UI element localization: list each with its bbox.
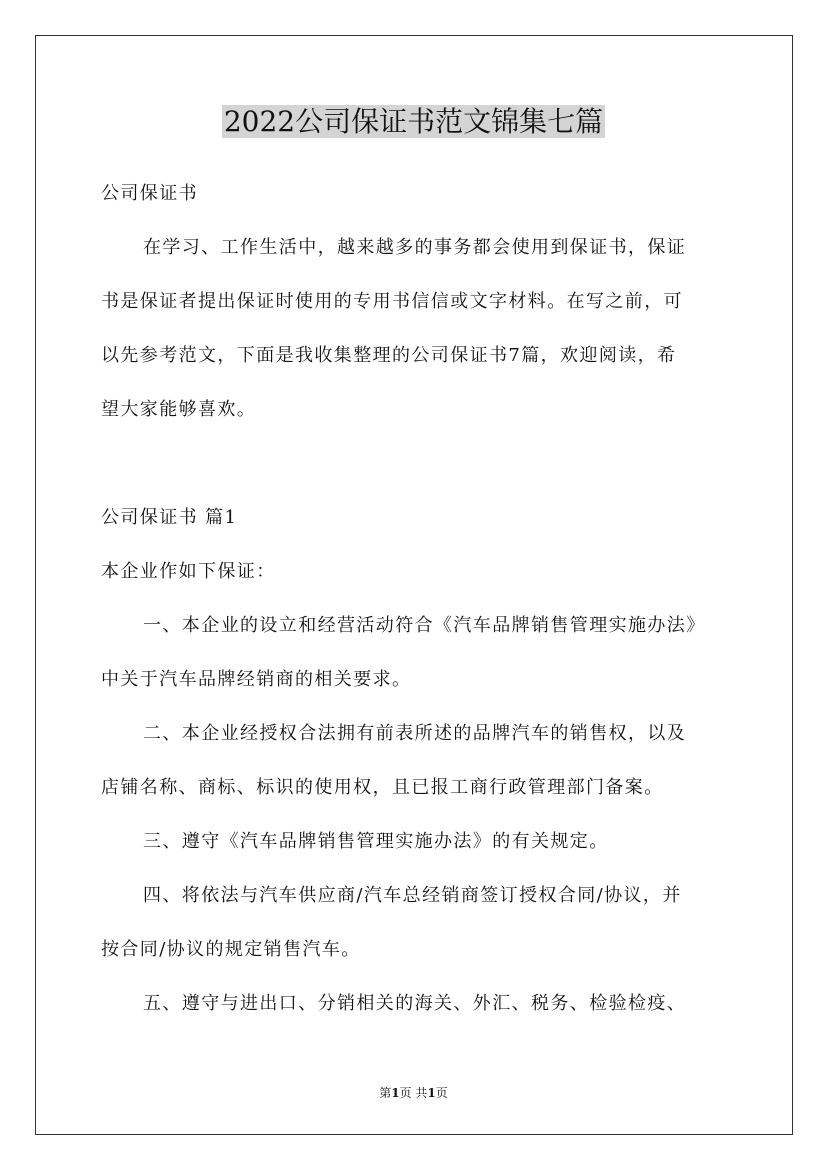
document-title-text: 2022公司保证书范文锦集七篇 [223,105,604,138]
item-4-line-2: 按合同/协议的规定销售汽车。 [101,939,361,960]
footer-prefix: 第 [379,1086,392,1100]
document-title [0,100,827,144]
item-5-line-1: 五、遵守与进出口、分销相关的海关、外汇、税务、检验检疫、 [143,993,687,1014]
item-2-line-2: 店铺名称、商标、标识的使用权，且已报工商行政管理部门备案。 [101,777,664,798]
page-footer [0,1084,827,1101]
item-2-line-1: 二、本企业经授权合法拥有前表所述的品牌汽车的销售权，以及 [143,723,687,744]
intro-heading: 公司保证书 [101,183,198,204]
intro-line-1: 在学习、工作生活中，越来越多的事务都会使用到保证书，保证 [143,237,687,258]
footer-suffix: 页 [435,1086,448,1100]
footer-page-number: 1 [391,1086,400,1100]
section-heading: 公司保证书 篇1 [101,507,238,528]
item-4-line-1: 四、将依法与汽车供应商/汽车总经销商签订授权合同/协议，并 [143,885,682,906]
item-1-line-1: 一、本企业的设立和经营活动符合《汽车品牌销售管理实施办法》 [143,615,706,636]
item-3-line-1: 三、遵守《汽车品牌销售管理实施办法》的有关规定。 [143,831,609,852]
item-1-line-2: 中关于汽车品牌经销商的相关要求。 [101,669,412,690]
footer-middle: 页 共 [399,1086,428,1100]
intro-line-2: 书是保证者提出保证时使用的专用书信信或文字材料。在写之前，可 [101,291,683,312]
intro-line-3: 以先参考范文，下面是我收集整理的公司保证书7篇，欢迎阅读，希 [101,345,677,366]
footer-page-total: 1 [427,1086,436,1100]
section-lead: 本企业作如下保证： [101,561,276,582]
intro-line-4: 望大家能够喜欢。 [101,399,257,420]
